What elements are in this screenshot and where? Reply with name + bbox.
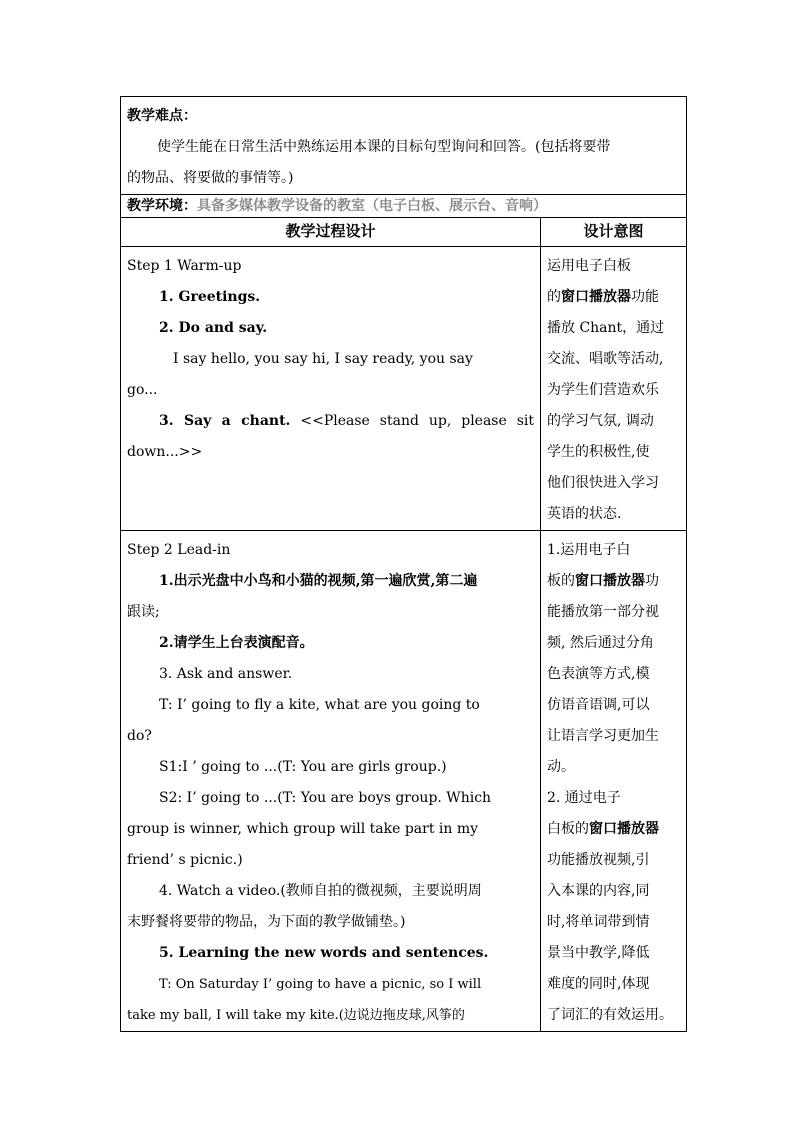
- intent-line: 1.运用电子白: [547, 542, 631, 558]
- intent-line: 他们很快进入学习: [547, 475, 659, 491]
- step2-text: S1:I ’ going to ...(T: You are girls group.): [159, 759, 447, 775]
- intent-line: 学生的积极性,使: [547, 444, 650, 460]
- step1-intent: [541, 247, 686, 530]
- intent-line: 交流、唱歌等活动,: [547, 351, 664, 367]
- intent-line: 景当中教学,降低: [547, 945, 650, 961]
- step1-row: [121, 247, 687, 531]
- difficulty-row: [121, 97, 687, 195]
- header-row: [121, 218, 687, 247]
- step2-item: 2.请学生上台表演配音。: [159, 635, 314, 651]
- step1-process: [121, 247, 540, 468]
- intent-line: 的学习气氛, 调动: [547, 413, 654, 429]
- intent-line: 白板的窗口播放器: [547, 821, 659, 837]
- difficulty-text-line2: 的物品、将要做的事情等。): [127, 170, 294, 186]
- step1-text: I say hello, you say hi, I say ready, you say: [173, 351, 473, 367]
- step1-text: down...>>: [127, 444, 203, 460]
- step2-row: [121, 531, 687, 1032]
- step2-intent: [541, 531, 686, 1031]
- step2-item: 1.出示光盘中小鸟和小猫的视频,第一遍欣赏,第二遍: [159, 573, 478, 589]
- intent-line: 板的窗口播放器功: [547, 573, 659, 589]
- step2-item: 4. Watch a video.(教师自拍的微视频，主要说明周: [159, 883, 482, 899]
- intent-line: 入本课的内容,同: [547, 883, 650, 899]
- step2-text: T: On Saturday I’ going to have a picnic, so I will: [159, 977, 482, 992]
- difficulty-title: 教学难点：: [127, 108, 197, 124]
- environment-value: 具备多媒体教学设备的教室（电子白板、展示台、音响）: [197, 198, 547, 214]
- step1-text: go...: [127, 382, 158, 398]
- step2-text: do?: [127, 728, 152, 744]
- step2-text: friend’ s picnic.): [127, 852, 243, 868]
- intent-line: 能播放第一部分视: [547, 604, 659, 620]
- intent-line: 2. 通过电子: [547, 790, 621, 806]
- intent-line: 动。: [547, 759, 575, 775]
- step2-text: S2: I’ going to ...(T: You are boys group. Which: [159, 790, 492, 806]
- step2-text: T: I’ going to fly a kite, what are you going to: [159, 697, 480, 713]
- intent-line: 英语的状态.: [547, 506, 622, 522]
- intent-line: 时,将单词带到情: [547, 914, 650, 930]
- intent-line: 难度的同时,体现: [547, 976, 650, 992]
- step2-title: Step 2 Lead-in: [127, 542, 231, 558]
- step2-text: 末野餐将要带的物品，为下面的教学做铺垫。): [127, 914, 406, 930]
- environment-row: [121, 195, 687, 218]
- step2-process: [121, 531, 540, 1031]
- step1-item: 1. Greetings.: [159, 289, 261, 305]
- intent-line: 功能播放视频,引: [547, 852, 650, 868]
- header-process: 教学过程设计: [285, 222, 376, 240]
- intent-line: 的窗口播放器功能: [547, 289, 659, 305]
- step2-text: 跟读;: [127, 604, 160, 620]
- lesson-plan-table: [120, 96, 687, 1032]
- step2-text: take my ball, I will take my kite.(边说边拖皮球,风筝的: [127, 1008, 465, 1023]
- step1-item: 2. Do and say.: [159, 320, 268, 336]
- intent-line: 让语言学习更加生: [547, 728, 659, 744]
- intent-line: 了词汇的有效运用。: [547, 1007, 673, 1023]
- step1-item: 3. Say a chant. <<Please stand up, please sit: [159, 413, 534, 429]
- intent-line: 运用电子白板: [547, 258, 631, 274]
- difficulty-text-line1: 使学生能在日常生活中熟练运用本课的目标句型询问和回答。(包括将要带: [157, 139, 611, 155]
- step2-item: 3. Ask and answer.: [159, 666, 293, 682]
- step1-title: Step 1 Warm-up: [127, 258, 242, 274]
- intent-line: 为学生们营造欢乐: [547, 382, 659, 398]
- intent-line: 频, 然后通过分角: [547, 635, 654, 651]
- intent-line: 播放 Chant，通过: [547, 320, 665, 336]
- intent-line: 仿语音语调,可以: [547, 697, 650, 713]
- step2-text: group is winner, which group will take part in my: [127, 821, 479, 837]
- header-intent: 设计意图: [583, 222, 644, 240]
- intent-line: 色表演等方式,模: [547, 666, 650, 682]
- step2-item: 5. Learning the new words and sentences.: [159, 945, 489, 961]
- environment-label: 教学环境：: [127, 198, 197, 214]
